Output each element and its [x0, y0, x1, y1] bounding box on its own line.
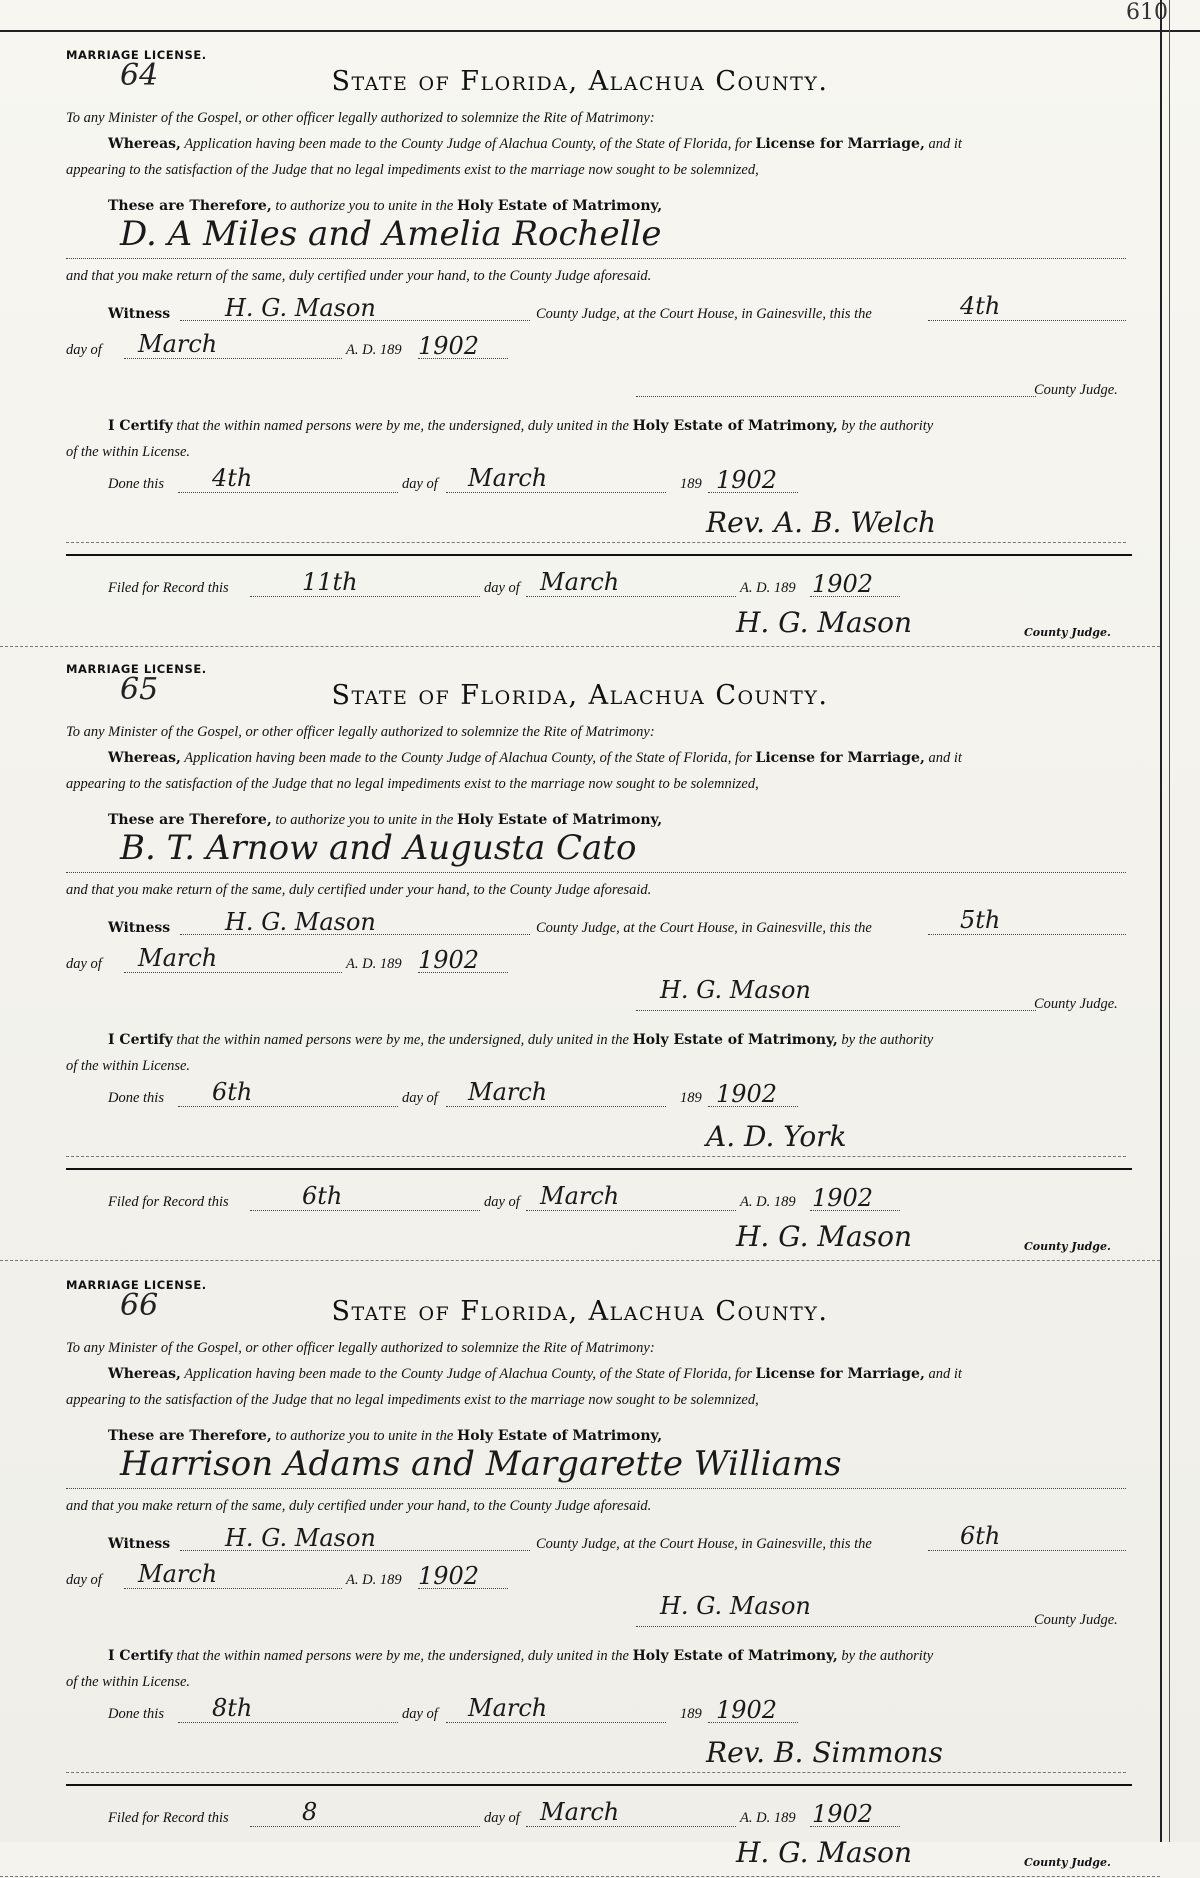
these-are-therefore: These are Therefore, [108, 1428, 272, 1444]
county-judge-label: County Judge. [1034, 382, 1118, 398]
filed-for-record: Filed for Record this [108, 580, 229, 596]
issue-day-line [928, 934, 1126, 935]
filed-day-line [250, 1826, 480, 1827]
holy-estate: Holy Estate of Matrimony, [456, 198, 663, 214]
done-year-prefix: 189 [680, 1706, 702, 1722]
county-judge-small: County Judge. [1024, 1856, 1111, 1869]
holy-estate-2: Holy Estate of Matrimony, [632, 1032, 838, 1048]
officiant-line [66, 1772, 1126, 1773]
whereas-line [108, 136, 962, 153]
witness-label [108, 306, 170, 323]
filed-day-of: day of [484, 1194, 520, 1210]
witness-line [180, 934, 530, 935]
done-year-line [708, 1106, 798, 1107]
filed-day-line [250, 1210, 480, 1211]
authorize-text: to authorize you to unite in the [275, 198, 454, 214]
license-title: State of Florida, Alachua County. [331, 66, 829, 97]
license-header-label: MARRIAGE LICENSE. [66, 48, 207, 62]
filed-month-line [526, 1210, 736, 1211]
done-year: 1902 [716, 466, 778, 494]
issue-day: 6th [960, 1522, 1001, 1550]
witness-line [180, 320, 530, 321]
whereas-text: Application having been made to the County Judge of Alachua County, of the State of Florida, for [184, 1366, 752, 1382]
license-title: State of Florida, Alachua County. [331, 1296, 829, 1327]
witness-label [108, 1536, 170, 1553]
county-judge-sig-line [636, 1010, 1036, 1011]
filed-ad: A. D. 189 [740, 1810, 796, 1826]
filed-month-line [526, 1826, 736, 1827]
marriage-license [0, 1258, 1160, 1878]
done-year: 1902 [716, 1696, 778, 1724]
return-line: and that you make return of the same, duly certified under your hand, to the County Judge aforesaid. [66, 268, 652, 284]
filed-month: March [540, 1798, 620, 1826]
filed-for-record: Filed for Record this [108, 1810, 229, 1826]
ad-label: A. D. 189 [346, 1572, 402, 1588]
these-are-therefore: These are Therefore, [108, 812, 272, 828]
ad-label: A. D. 189 [346, 956, 402, 972]
license-for-marriage: License for Marriage, [755, 1366, 925, 1382]
county-judge-at: County Judge, at the Court House, in Gainesville, this the [536, 306, 872, 322]
issue-month-line [124, 1588, 342, 1589]
issue-year: 1902 [418, 946, 480, 974]
holy-estate: Holy Estate of Matrimony, [456, 812, 663, 828]
officiant-signature: Rev. A. B. Welch [706, 506, 937, 539]
and-it: and it [928, 136, 962, 152]
issue-month-line [124, 972, 342, 973]
county-judge-signature: H. G. Mason [660, 976, 811, 1004]
holy-estate-2: Holy Estate of Matrimony, [632, 418, 838, 434]
whereas-word: Whereas, [108, 136, 181, 152]
marriage-license [0, 642, 1160, 1262]
certify-line [108, 1648, 933, 1665]
done-day-of: day of [402, 1090, 438, 1106]
filed-day-of: day of [484, 580, 520, 596]
county-judge-label: County Judge. [1034, 1612, 1118, 1628]
filed-day: 11th [302, 568, 358, 596]
witness-line [180, 1550, 530, 1551]
authorize-text: to authorize you to unite in the [275, 1428, 454, 1444]
whereas-line [108, 1366, 962, 1383]
county-judge-small: County Judge. [1024, 626, 1111, 639]
whereas-word: Whereas, [108, 1366, 181, 1382]
within-license: of the within License. [66, 1674, 191, 1690]
county-judge-at: County Judge, at the Court House, in Gainesville, this the [536, 920, 872, 936]
issue-month: March [138, 1560, 218, 1588]
couple-names: Harrison Adams and Margarette Williams [120, 1444, 842, 1484]
certify-word: I Certify [108, 1648, 173, 1664]
filed-judge-signature: H. G. Mason [736, 1220, 913, 1253]
section-divider [66, 554, 1132, 556]
section-divider [66, 1784, 1132, 1786]
by-authority: by the authority [841, 418, 934, 434]
done-month-line [446, 1106, 666, 1107]
whereas-text: Application having been made to the County Judge of Alachua County, of the State of Florida, for [184, 750, 752, 766]
license-for-marriage: License for Marriage, [755, 136, 925, 152]
done-month: March [468, 464, 548, 492]
issue-year-line [418, 1588, 508, 1589]
witness-word: Witness [108, 306, 171, 322]
witness-word: Witness [108, 920, 171, 936]
filed-judge-signature: H. G. Mason [736, 606, 913, 639]
minister-address: To any Minister of the Gospel, or other officer legally authorized to solemnize the Rite of Matrimony: [66, 1340, 655, 1356]
issue-year-line [418, 972, 508, 973]
done-day-of: day of [402, 1706, 438, 1722]
issue-month-line [124, 358, 342, 359]
by-authority: by the authority [841, 1032, 934, 1048]
certify-word: I Certify [108, 418, 173, 434]
done-month: March [468, 1078, 548, 1106]
license-number: 65 [120, 672, 159, 707]
filed-day: 6th [302, 1182, 343, 1210]
right-border-inner [1169, 0, 1170, 1842]
filed-day-of: day of [484, 1810, 520, 1826]
witness-signature: H. G. Mason [225, 294, 376, 322]
filed-month-line [526, 596, 736, 597]
county-judge-sig-line [636, 396, 1036, 397]
certify-text: that the within named persons were by me, the undersigned, duly united in the [176, 1648, 629, 1664]
done-day-line [178, 1722, 398, 1723]
these-are-line [108, 812, 662, 829]
done-this-label: Done this [108, 1090, 164, 1106]
filed-ad: A. D. 189 [740, 1194, 796, 1210]
filed-ad: A. D. 189 [740, 580, 796, 596]
issue-year: 1902 [418, 332, 480, 360]
ad-label: A. D. 189 [346, 342, 402, 358]
names-line [66, 1488, 1126, 1489]
witness-label [108, 920, 170, 937]
license-bottom-rule [0, 1876, 1160, 1877]
day-of-label: day of [66, 956, 102, 972]
issue-day: 4th [960, 292, 1001, 320]
officiant-signature: A. D. York [706, 1120, 847, 1153]
authorize-text: to authorize you to unite in the [275, 812, 454, 828]
appearing-line: appearing to the satisfaction of the Judge that no legal impediments exist to the marriage now sought to be solemnized, [66, 1392, 759, 1408]
within-license: of the within License. [66, 444, 191, 460]
whereas-text: Application having been made to the County Judge of Alachua County, of the State of Florida, for [184, 136, 752, 152]
these-are-line [108, 1428, 662, 1445]
these-are-therefore: These are Therefore, [108, 198, 272, 214]
license-number: 66 [120, 1288, 159, 1323]
minister-address: To any Minister of the Gospel, or other officer legally authorized to solemnize the Rite of Matrimony: [66, 724, 655, 740]
done-year: 1902 [716, 1080, 778, 1108]
these-are-line [108, 198, 662, 215]
license-for-marriage: License for Marriage, [755, 750, 925, 766]
done-year-line [708, 492, 798, 493]
section-divider [66, 1168, 1132, 1170]
return-line: and that you make return of the same, duly certified under your hand, to the County Judge aforesaid. [66, 882, 652, 898]
filed-month: March [540, 568, 620, 596]
filed-day-line [250, 596, 480, 597]
license-title: State of Florida, Alachua County. [331, 680, 829, 711]
within-license: of the within License. [66, 1058, 191, 1074]
and-it: and it [928, 1366, 962, 1382]
done-month-line [446, 1722, 666, 1723]
filed-year-line [810, 1210, 900, 1211]
whereas-word: Whereas, [108, 750, 181, 766]
witness-signature: H. G. Mason [225, 908, 376, 936]
holy-estate: Holy Estate of Matrimony, [456, 1428, 663, 1444]
names-line [66, 872, 1126, 873]
issue-day-line [928, 1550, 1126, 1551]
certify-line [108, 1032, 933, 1049]
done-day-line [178, 1106, 398, 1107]
appearing-line: appearing to the satisfaction of the Judge that no legal impediments exist to the marriage now sought to be solemnized, [66, 162, 759, 178]
certify-word: I Certify [108, 1032, 173, 1048]
filed-judge-signature: H. G. Mason [736, 1836, 913, 1869]
filed-for-record: Filed for Record this [108, 1194, 229, 1210]
officiant-line [66, 1156, 1126, 1157]
and-it: and it [928, 750, 962, 766]
certify-line [108, 418, 933, 435]
done-day: 4th [212, 464, 253, 492]
filed-year-line [810, 596, 900, 597]
holy-estate-2: Holy Estate of Matrimony, [632, 1648, 838, 1664]
witness-signature: H. G. Mason [225, 1524, 376, 1552]
county-judge-signature: H. G. Mason [660, 1592, 811, 1620]
done-month-line [446, 492, 666, 493]
county-judge-at: County Judge, at the Court House, in Gainesville, this the [536, 1536, 872, 1552]
done-year-prefix: 189 [680, 476, 702, 492]
done-this-label: Done this [108, 1706, 164, 1722]
page-number: 610 [1126, 0, 1168, 25]
appearing-line: appearing to the satisfaction of the Judge that no legal impediments exist to the marriage now sought to be solemnized, [66, 776, 759, 792]
day-of-label: day of [66, 342, 102, 358]
filed-year: 1902 [812, 1184, 874, 1212]
return-line: and that you make return of the same, duly certified under your hand, to the County Judge aforesaid. [66, 1498, 652, 1514]
license-header-label: MARRIAGE LICENSE. [66, 1278, 207, 1292]
filed-year: 1902 [812, 1800, 874, 1828]
officiant-signature: Rev. B. Simmons [706, 1736, 943, 1769]
couple-names: B. T. Arnow and Augusta Cato [120, 828, 637, 868]
license-header-label: MARRIAGE LICENSE. [66, 662, 207, 676]
county-judge-small: County Judge. [1024, 1240, 1111, 1253]
done-month: March [468, 1694, 548, 1722]
issue-day: 5th [960, 906, 1001, 934]
done-day-of: day of [402, 476, 438, 492]
issue-month: March [138, 330, 218, 358]
certify-text: that the within named persons were by me, the undersigned, duly united in the [176, 418, 629, 434]
filed-day: 8 [302, 1798, 318, 1826]
couple-names: D. A Miles and Amelia Rochelle [120, 214, 662, 254]
done-this-label: Done this [108, 476, 164, 492]
issue-month: March [138, 944, 218, 972]
filed-year-line [810, 1826, 900, 1827]
done-day-line [178, 492, 398, 493]
certify-text: that the within named persons were by me, the undersigned, duly united in the [176, 1032, 629, 1048]
county-judge-sig-line [636, 1626, 1036, 1627]
issue-year: 1902 [418, 1562, 480, 1590]
by-authority: by the authority [841, 1648, 934, 1664]
minister-address: To any Minister of the Gospel, or other officer legally authorized to solemnize the Rite of Matrimony: [66, 110, 655, 126]
filed-month: March [540, 1182, 620, 1210]
done-year-line [708, 1722, 798, 1723]
issue-year-line [418, 358, 508, 359]
right-border [1160, 0, 1162, 1842]
done-day: 6th [212, 1078, 253, 1106]
county-judge-label: County Judge. [1034, 996, 1118, 1012]
license-number: 64 [120, 58, 159, 93]
day-of-label: day of [66, 1572, 102, 1588]
issue-day-line [928, 320, 1126, 321]
marriage-license [0, 28, 1160, 648]
names-line [66, 258, 1126, 259]
officiant-line [66, 542, 1126, 543]
witness-word: Witness [108, 1536, 171, 1552]
whereas-line [108, 750, 962, 767]
done-day: 8th [212, 1694, 253, 1722]
filed-year: 1902 [812, 570, 874, 598]
done-year-prefix: 189 [680, 1090, 702, 1106]
